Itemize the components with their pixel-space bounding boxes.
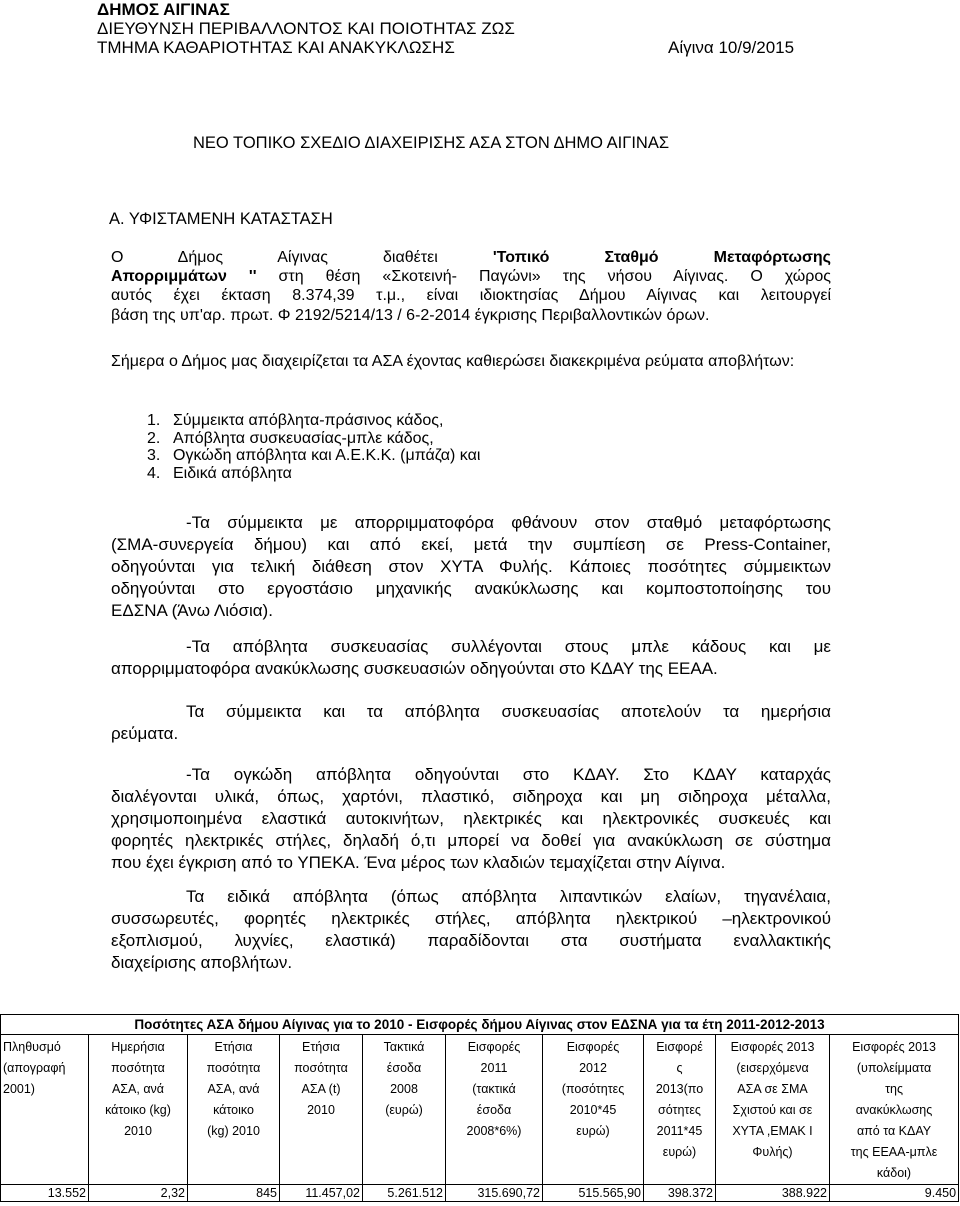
header-line: ς [676, 1061, 683, 1075]
header-line: Εισφορές [566, 1040, 620, 1054]
table-caption: Ποσότητες ΑΣΑ δήμου Αίγινας για το 2010 - Εισφορές δήμου Αίγινας στον ΕΔΣΝΑ για τα έτη 2011-2012-2013 [1, 1015, 959, 1035]
table-header-cell [830, 1035, 959, 1185]
table-cell: 515.565,90 [543, 1185, 644, 1202]
table-header-cell [280, 1035, 363, 1185]
header-line: 2010 [307, 1103, 335, 1117]
paragraph-line: -Τα ογκώδη απόβλητα οδηγούνται στο ΚΔΑΥ. Στο ΚΔΑΥ καταρχάς [186, 765, 831, 784]
paragraph-line: που έχει έγκριση από το ΥΠΕΚΑ. Ένα μέρος των κλαδιών τεμαχίζεται στην Αίγινα. [111, 853, 726, 872]
header-line: έσοδα [386, 1061, 422, 1075]
department-name: ΤΜΗΜΑ ΚΑΘΑΡΙΟΤΗΤΑΣ ΚΑΙ ΑΝΑΚΥΚΛΩΣΗΣ [97, 38, 455, 57]
table-header-row [1, 1035, 959, 1185]
header-line: ΑΣΑ (t) [301, 1082, 341, 1096]
header-line: (kg) 2010 [207, 1124, 260, 1138]
header-line: ευρώ) [576, 1124, 610, 1138]
paragraph-line: ΕΔΣΝΑ (Άνω Λιόσια). [111, 601, 273, 620]
header-line: κάδοι) [876, 1166, 912, 1180]
list-item-number: 3. [147, 447, 161, 464]
table-cell: 398.372 [644, 1185, 716, 1202]
intro-text: στη θέση «Σκοτεινή- Παγώνι» της νήσου Αίγινας. Ο χώρος [256, 268, 831, 286]
list-item-text: Ειδικά απόβλητα [173, 464, 292, 482]
header-line: ανακύκλωσης [855, 1103, 933, 1117]
daily-streams-paragraph [111, 701, 831, 745]
header-line: 2010 [124, 1124, 152, 1138]
header-line: Εισφορέ [656, 1040, 703, 1054]
header-line: Ημερήσια [111, 1040, 165, 1054]
table-cell: 2,32 [89, 1185, 188, 1202]
header-line: Ετήσια [302, 1040, 340, 1054]
intro-line-1 [111, 248, 831, 267]
header-line: ΧΥΤΑ ,ΕΜΑΚ Ι [732, 1124, 813, 1138]
packaging-paragraph [111, 636, 831, 680]
header-line: Τακτικά [383, 1040, 425, 1054]
header-line: 2008 [390, 1082, 418, 1096]
header-line: Ετήσια [214, 1040, 253, 1054]
header-line: Εισφορές [467, 1040, 521, 1054]
paragraph-line: διαχείρισης αποβλήτων. [111, 953, 293, 972]
paragraph-line: -Τα σύμμεικτα με απορριμματοφόρα φθάνουν στον σταθμό μεταφόρτωσης [186, 513, 831, 532]
table-cell: 315.690,72 [446, 1185, 543, 1202]
paragraph-line: Τα σύμμεικτα και τα απόβλητα συσκευασίας αποτελούν τα ημερήσια [186, 702, 831, 721]
header-line: (απογραφή [3, 1061, 66, 1075]
header-line: 2012 [579, 1061, 607, 1075]
bulky-waste-paragraph [111, 764, 831, 874]
station-name-bold: 'Τοπικό Σταθμό Μεταφόρτωσης [492, 249, 831, 266]
list-item-number: 1. [147, 412, 161, 429]
header-line: της ΕΕΑΑ-μπλε [850, 1145, 938, 1159]
header-line: 2010*45 [569, 1103, 617, 1117]
intro-text: Ο Δήμος Αίγινας διαθέτει [111, 249, 493, 266]
mixed-waste-paragraph [111, 512, 831, 622]
paragraph-line: Τα ειδικά απόβλητα (όπως απόβλητα λιπαντικών ελαίων, τηγανέλαια, [186, 887, 831, 906]
header-line: της [885, 1082, 903, 1096]
list-item-number: 2. [147, 429, 161, 447]
paragraph-line: (ΣΜΑ-συνεργεία δήμου) και από εκεί, μετά την συμπίεση σε Press-Container, [111, 535, 831, 554]
list-item-text: Απόβλητα συσκευασίας-μπλε κάδος, [173, 429, 434, 447]
list-item [147, 412, 480, 430]
header-line: από τα ΚΔΑΥ [856, 1124, 932, 1138]
table-header-cell [644, 1035, 716, 1185]
document-title: ΝΕΟ ΤΟΠΙΚΟ ΣΧΕΔΙΟ ΔΙΑΧΕΙΡΙΣΗΣ ΑΣΑ ΣΤΟΝ ΔΗΜΟ ΑΙΓΙΝΑΣ [193, 134, 670, 152]
header-line: (ποσότητες [561, 1082, 625, 1096]
streams-intro: Σήμερα ο Δήμος μας διαχειρίζεται τα ΑΣΑ έχοντας καθιερώσει διακεκριμένα ρεύματα αποβλήτων: [111, 353, 795, 370]
special-waste-paragraph [111, 886, 831, 974]
list-item [147, 447, 480, 465]
header-line: ΑΣΑ σε ΣΜΑ [737, 1082, 808, 1096]
asa-quantities-table [0, 1014, 959, 1202]
paragraph-line: -Τα απόβλητα συσκευασίας συλλέγονται στους μπλε κάδους και με [186, 637, 831, 656]
paragraph-line: ρεύματα. [111, 724, 179, 743]
table-header-cell [716, 1035, 830, 1185]
list-item [147, 430, 480, 448]
header-line: ποσότητα [294, 1061, 348, 1075]
header-line: Εισφορές 2013 [852, 1040, 936, 1054]
table-header-cell [89, 1035, 188, 1185]
intro-line-2 [111, 267, 831, 286]
intro-line-4: βάση της υπ'αρ. πρωτ. Φ 2192/5214/13 / 6-2-2014 έγκρισης Περιβαλλοντικών όρων. [111, 306, 710, 324]
station-name-bold-2: Απορριμμάτων '' [111, 268, 257, 286]
header-line: έσοδα [476, 1103, 512, 1117]
paragraph-line: απορριμματοφόρα ανακύκλωσης συσκευασιών οδηγούνται στο ΚΔΑΥ της ΕΕΑΑ. [111, 659, 718, 678]
table-cell: 9.450 [830, 1185, 959, 1202]
header-line: (τακτικά [472, 1082, 516, 1096]
table-header-cell [446, 1035, 543, 1185]
header-line: ποσότητα [206, 1061, 261, 1075]
table-header-cell [1, 1035, 89, 1185]
header-line: ΑΣΑ, ανά [111, 1082, 165, 1096]
table-header-cell [543, 1035, 644, 1185]
header-line: (εισερχόμενα [736, 1061, 809, 1075]
paragraph-line: φορητές ηλεκτρικές στήλες, δηλαδή ό,τι μπορεί να δοθεί για ανακύκλωση σε σύστημα [111, 831, 831, 850]
header-line: κάτοικο [213, 1103, 254, 1117]
table-cell: 11.457,02 [280, 1185, 363, 1202]
table-cell: 388.922 [716, 1185, 830, 1202]
list-item [147, 465, 480, 483]
header-line: ΑΣΑ, ανά [207, 1082, 260, 1096]
table-cell: 13.552 [1, 1185, 89, 1202]
intro-paragraph [111, 248, 831, 325]
paragraph-line: οδηγούνται στο εργοστάσιο μηχανικής ανακύκλωσης και κομποστοποίησης του [111, 579, 831, 598]
header-line: (υπολείμματα [856, 1061, 932, 1075]
paragraph-line: εξοπλισμού, λυχνίες, ελαστικά) παραδίδονται στα συστήματα εναλλακτικής [111, 931, 831, 950]
municipality-name: ΔΗΜΟΣ ΑΙΓΙΝΑΣ [97, 0, 230, 19]
header-line: 2001) [3, 1082, 35, 1096]
section-a-heading: Α. ΥΦΙΣΤΑΜΕΝΗ ΚΑΤΑΣΤΑΣΗ [109, 210, 333, 228]
header-line: (ευρώ) [385, 1103, 423, 1117]
header-line: 2011 [480, 1061, 508, 1075]
header-line: ευρώ) [662, 1145, 697, 1159]
paragraph-line: χρησιμοποιημένα ελαστικά αυτοκινήτων, ηλεκτρικές και ηλεκτρονικές συσκευές και [111, 809, 831, 828]
list-item-text: Σύμμεικτα απόβλητα-πράσινος κάδος, [173, 412, 444, 429]
table-cell: 5.261.512 [363, 1185, 446, 1202]
table-header-cell [188, 1035, 280, 1185]
place-date: Αίγινα 10/9/2015 [668, 38, 795, 57]
header-line: 2008*6%) [466, 1124, 522, 1138]
table-row [1, 1185, 959, 1202]
paragraph-line: συσσωρευτές, φορητές ηλεκτρικές στήλες, απόβλητα ηλεκτρικού –ηλεκτρονικού [111, 909, 831, 928]
header-line: 2013(πο [655, 1082, 704, 1096]
header-line: ποσότητα [111, 1061, 165, 1075]
table-cell: 845 [188, 1185, 280, 1202]
directorate-name: ΔΙΕΥΘΥΝΣΗ ΠΕΡΙΒΑΛΛΟΝΤΟΣ ΚΑΙ ΠΟΙΟΤΗΤΑΣ ΖΩΣ [97, 19, 515, 38]
header-line: κάτοικο (kg) [105, 1103, 171, 1117]
intro-line-3: αυτός έχει έκταση 8.374,39 τ.μ., είναι ιδιοκτησίας Δήμου Αίγινας και λειτουργεί [111, 287, 831, 305]
list-item-text: Ογκώδη απόβλητα και Α.Ε.Κ.Κ. (μπάζα) και [173, 447, 481, 464]
waste-streams-list [147, 412, 480, 482]
header-line: Πληθυσμό [3, 1040, 61, 1054]
header-line: Εισφορές 2013 [730, 1040, 815, 1054]
paragraph-line: οδηγούνται για τελική διάθεση στον ΧΥΤΑ Φυλής. Κάποιες ποσότητες σύμμεικτων [111, 557, 831, 576]
paragraph-line: διαλέγονται υλικά, όπως, χαρτόνι, πλαστικό, σιδηροχα και μη σιδηροχα μέταλλα, [111, 787, 831, 806]
header-line: 2011*45 [656, 1124, 703, 1138]
table-header-cell [363, 1035, 446, 1185]
header-line: σότητες [658, 1103, 701, 1117]
header-line: Φυλής) [752, 1145, 793, 1159]
header-line: Σχιστού και σε [732, 1103, 813, 1117]
list-item-number: 4. [147, 464, 161, 482]
